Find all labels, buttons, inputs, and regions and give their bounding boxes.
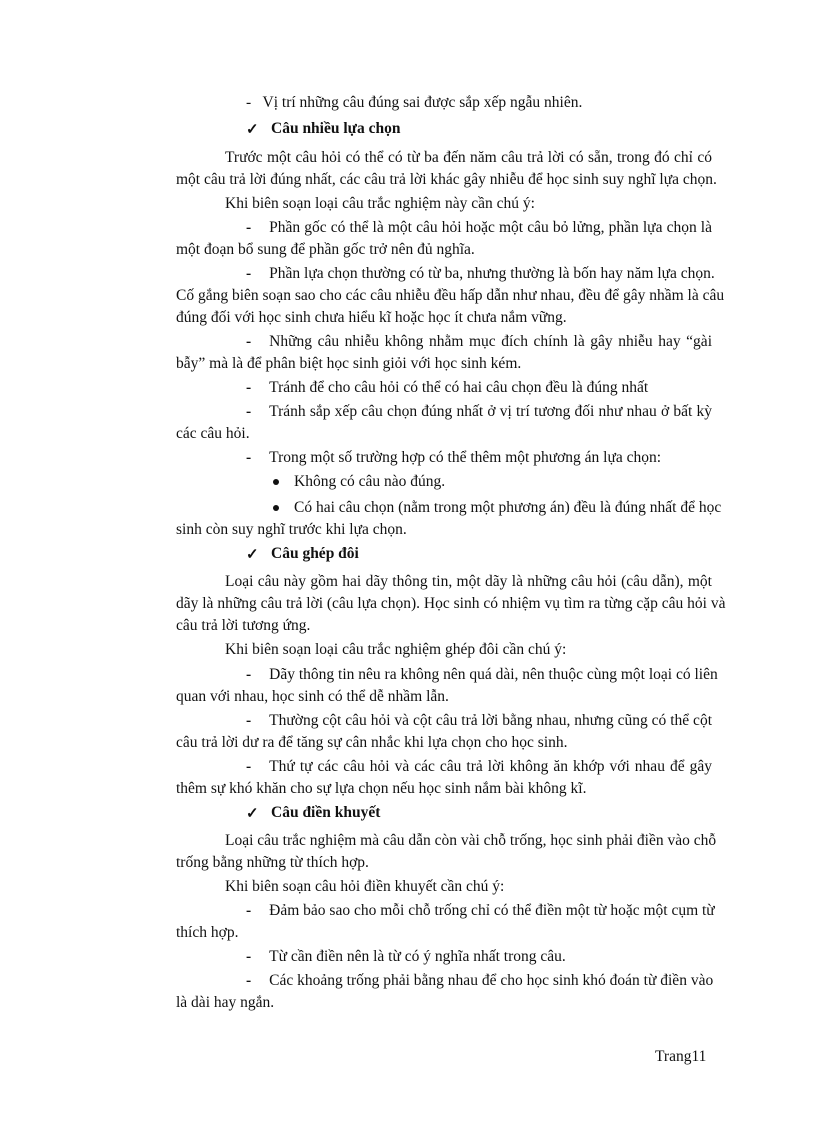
line-text: Dãy thông tin nêu ra không nên quá dài, nên thuộc cùng một loại có liên <box>269 666 718 683</box>
bullet-line <box>246 900 715 922</box>
bullet-line <box>246 970 712 992</box>
paragraph-line: sinh còn suy nghĩ trước khi lựa chọn. <box>176 521 407 538</box>
paragraph-line: quan với nhau, học sinh có thể dễ nhầm lẫn. <box>176 688 449 705</box>
paragraph-line: câu trả lời dư ra để tăng sự cân nhắc khi lựa chọn cho học sinh. <box>176 734 568 751</box>
line-text: Tránh sắp xếp câu chọn đúng nhất ở vị trí tương đối như nhau ở bất kỳ <box>269 403 712 420</box>
line-text: Đảm bảo sao cho mỗi chỗ trống chỉ có thể điền một từ hoặc một cụm từ <box>269 902 715 919</box>
bullet-line <box>246 447 782 469</box>
dash-marker: - <box>246 902 252 919</box>
checkmark-icon: ✓ <box>246 806 259 822</box>
bullet-line <box>246 946 782 968</box>
paragraph-line: câu trả lời tương ứng. <box>176 617 311 634</box>
paragraph-line: đúng đối với học sinh chưa hiểu kĩ hoặc học ít chưa nắm vững. <box>176 309 567 326</box>
list-item: Có hai câu chọn (nằm trong một phương án) đều là đúng nhất để học <box>294 499 722 516</box>
line-text: Phần gốc có thể là một câu hỏi hoặc một câu bỏ lửng, phần lựa chọn là <box>269 219 712 236</box>
dash-marker: - <box>246 666 252 683</box>
page-number: Trang11 <box>655 1048 707 1065</box>
line-text: Từ cần điền nên là từ có ý nghĩa nhất trong câu. <box>269 948 566 965</box>
bullet-line <box>246 756 712 778</box>
dash-marker: - <box>246 379 252 396</box>
paragraph-line: Khi biên soạn loại câu trắc nghiệm ghép đôi cần chú ý: <box>225 641 567 658</box>
checkmark-icon: ✓ <box>246 122 259 138</box>
dash-marker: - <box>246 449 252 466</box>
dash-marker: - <box>246 712 252 729</box>
paragraph-line: là dài hay ngắn. <box>176 994 275 1011</box>
line-text: Thường cột câu hỏi và cột câu trả lời bằng nhau, nhưng cũng có thể cột <box>269 712 712 729</box>
paragraph-line: thích hợp. <box>176 924 239 941</box>
section-heading: Câu nhiều lựa chọn <box>271 120 401 137</box>
section-heading: Câu điền khuyết <box>271 804 381 821</box>
paragraph-line: trống bằng những từ thích hợp. <box>176 854 369 871</box>
bullet-dot-icon <box>273 479 279 485</box>
paragraph-line: Loại câu này gồm hai dãy thông tin, một dãy là những câu hỏi (câu dẫn), một <box>225 573 712 590</box>
bullet-line <box>246 263 715 285</box>
bullet-line <box>246 92 782 114</box>
paragraph-line: một đoạn bổ sung để phần gốc trở nên đủ nghĩa. <box>176 241 475 258</box>
line-text: Các khoảng trống phải bằng nhau để cho học sinh khó đoán từ điền vào <box>269 972 714 989</box>
paragraph-line: Loại câu trắc nghiệm mà câu dẫn còn vài chỗ trống, học sinh phải điền vào chỗ <box>225 832 717 849</box>
line-text: Thứ tự các câu hỏi và các câu trả lời không ăn khớp với nhau để gây <box>269 758 712 775</box>
dash-marker: - <box>246 265 252 282</box>
paragraph-line: bẫy” mà là để phân biệt học sinh giỏi với học sinh kém. <box>176 355 522 372</box>
paragraph-line: Khi biên soạn câu hỏi điền khuyết cần chú ý: <box>225 878 505 895</box>
paragraph-line: Khi biên soạn loại câu trắc nghiệm này cần chú ý: <box>225 195 535 212</box>
bullet-line <box>246 331 712 353</box>
dash-marker: - <box>246 219 252 236</box>
line-text: Phần lựa chọn thường có từ ba, nhưng thường là bốn hay năm lựa chọn. <box>269 265 715 282</box>
bullet-line <box>246 401 712 423</box>
line-text: Những câu nhiễu không nhằm mục đích chính là gây nhiễu hay “gài <box>269 333 712 350</box>
paragraph-line: Trước một câu hỏi có thể có từ ba đến năm câu trả lời có sẵn, trong đó chỉ có <box>225 149 712 166</box>
dash-marker: - <box>246 948 252 965</box>
checkmark-icon: ✓ <box>246 547 259 563</box>
dash-marker: - <box>246 333 252 350</box>
paragraph-line: thêm sự khó khăn cho sự lựa chọn nếu học sinh nắm bài không kĩ. <box>176 780 587 797</box>
line-text: Trong một số trường hợp có thể thêm một phương án lựa chọn: <box>269 449 662 466</box>
paragraph-line: các câu hỏi. <box>176 425 250 442</box>
paragraph-line: Cố gắng biên soạn sao cho các câu nhiễu đều hấp dẫn như nhau, đều để gây nhầm là câu <box>176 287 725 304</box>
bullet-line <box>246 217 712 239</box>
dash-marker: - <box>246 972 252 989</box>
bullet-line <box>246 664 718 686</box>
dash-marker: - <box>246 403 252 420</box>
paragraph-line: một câu trả lời đúng nhất, các câu trả lời khác gây nhiễu để học sinh suy nghĩ lựa chọn. <box>176 171 717 188</box>
line-text: Tránh để cho câu hỏi có thể có hai câu chọn đều là đúng nhất <box>269 379 649 396</box>
line-text: - Vị trí những câu đúng sai được sắp xếp ngẫu nhiên. <box>246 94 583 111</box>
bullet-line <box>246 710 712 732</box>
bullet-line <box>246 377 782 399</box>
dash-marker: - <box>246 758 252 775</box>
section-heading: Câu ghép đôi <box>271 545 359 562</box>
list-item: Không có câu nào đúng. <box>294 473 446 490</box>
bullet-dot-icon <box>273 505 279 511</box>
paragraph-line: dãy là những câu trả lời (câu lựa chọn). Học sinh có nhiệm vụ tìm ra từng cặp câu hỏi và <box>176 595 726 612</box>
